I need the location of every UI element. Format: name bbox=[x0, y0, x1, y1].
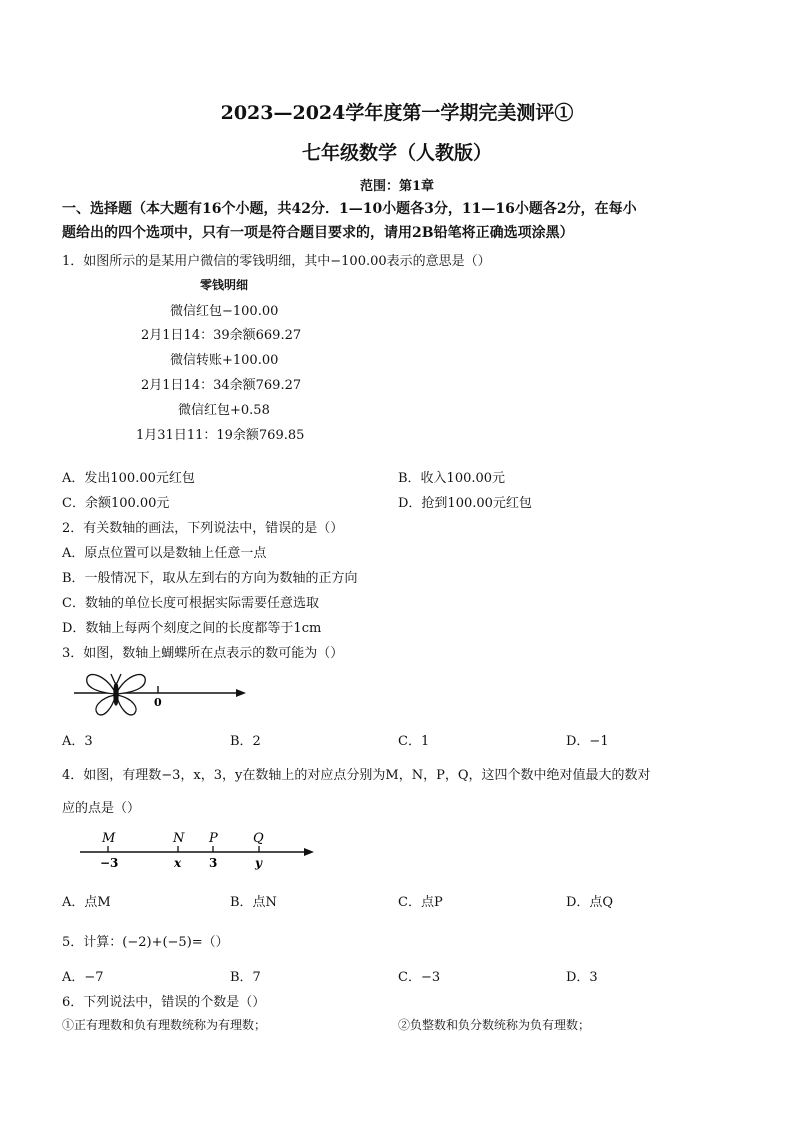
ledger-line: 微信红包−100.00 bbox=[170, 304, 279, 319]
point-p-value: 3 bbox=[209, 856, 218, 870]
axis-arrow-icon bbox=[236, 689, 246, 697]
ledger-title: 零钱明细 bbox=[200, 278, 249, 292]
q4-option-c[interactable]: C．点P bbox=[398, 895, 443, 910]
axis-arrow-icon bbox=[304, 848, 314, 856]
q5-option-c[interactable]: C．−3 bbox=[398, 970, 441, 985]
q3-option-b[interactable]: B．2 bbox=[230, 734, 261, 749]
exam-subtitle: 七年级数学（人教版） bbox=[301, 142, 492, 164]
q5-option-b[interactable]: B．7 bbox=[230, 970, 261, 985]
q1-option-b[interactable]: B．收入100.00元 bbox=[398, 471, 506, 486]
q4-stem-line2: 应的点是（） bbox=[62, 801, 141, 816]
point-m-label: M bbox=[102, 831, 116, 846]
exam-title: 2023—2024学年度第一学期完美测评① bbox=[220, 102, 574, 124]
q3-option-d[interactable]: D．−1 bbox=[566, 734, 609, 749]
q3-stem: 3．如图，数轴上蝴蝶所在点表示的数可能为（） bbox=[62, 646, 344, 661]
ledger-line: 2月1日14：34余额769.27 bbox=[141, 378, 302, 393]
q2-stem: 2．有关数轴的画法，下列说法中，错误的是（） bbox=[62, 521, 344, 536]
q4-option-d[interactable]: D．点Q bbox=[566, 895, 614, 910]
point-q-value: y bbox=[255, 856, 262, 870]
q4-option-a[interactable]: A．点M bbox=[62, 895, 111, 910]
q4-stem-line1: 4．如图，有理数−3，x，3，y在数轴上的对应点分别为M，N，P，Q，这四个数中绝对值最大的数对 bbox=[62, 768, 651, 783]
q1-stem: 1．如图所示的是某用户微信的零钱明细，其中−100.00表示的意思是（） bbox=[62, 254, 491, 269]
q3-option-c[interactable]: C．1 bbox=[398, 734, 430, 749]
q3-option-a[interactable]: A．3 bbox=[62, 734, 93, 749]
q4-option-b[interactable]: B．点N bbox=[230, 895, 277, 910]
section-header-line2: 题给出的四个选项中，只有一项是符合题目要求的，请用2B铅笔将正确选项涂黑） bbox=[62, 225, 574, 241]
q2-option-a[interactable]: A．原点位置可以是数轴上任意一点 bbox=[62, 546, 267, 561]
q1-option-a[interactable]: A．发出100.00元红包 bbox=[62, 471, 195, 486]
section-header-line1: 一、选择题（本大题有16个小题，共42分．1—10小题各3分，11—16小题各2分，在每小 bbox=[62, 201, 637, 217]
q5-stem: 5．计算：(−2)+(−5)=（） bbox=[62, 935, 229, 950]
q1-option-c[interactable]: C．余额100.00元 bbox=[62, 496, 170, 511]
origin-label: 0 bbox=[154, 696, 162, 709]
q4-number-line-figure bbox=[78, 826, 318, 872]
ledger-line: 1月31日11：19余额769.85 bbox=[136, 428, 305, 443]
ledger-line: 微信转账+100.00 bbox=[170, 353, 279, 368]
ledger-line: 微信红包+0.58 bbox=[178, 403, 270, 418]
point-q-label: Q bbox=[253, 831, 264, 846]
ledger-line: 2月1日14：39余额669.27 bbox=[141, 328, 302, 343]
point-p-label: P bbox=[209, 831, 218, 846]
q6-stem: 6．下列说法中，错误的个数是（） bbox=[62, 995, 266, 1010]
q2-option-d[interactable]: D．数轴上每两个刻度之间的长度都等于1cm bbox=[62, 621, 322, 636]
q6-statement-2: ②负整数和负分数统称为负有理数； bbox=[398, 1018, 591, 1032]
butterfly-icon bbox=[87, 674, 146, 715]
point-m-value: −3 bbox=[100, 856, 119, 870]
point-n-value: x bbox=[174, 856, 182, 870]
q3-number-line-figure bbox=[70, 664, 250, 720]
point-n-label: N bbox=[173, 831, 185, 846]
q2-option-c[interactable]: C．数轴的单位长度可根据实际需要任意选取 bbox=[62, 596, 319, 611]
q1-option-d[interactable]: D．抢到100.00元红包 bbox=[398, 496, 532, 511]
q6-statement-1: ①正有理数和负有理数统称为有理数； bbox=[62, 1018, 267, 1032]
q5-option-a[interactable]: A．−7 bbox=[62, 970, 104, 985]
q5-option-d[interactable]: D．3 bbox=[566, 970, 598, 985]
q2-option-b[interactable]: B．一般情况下，取从左到右的方向为数轴的正方向 bbox=[62, 571, 358, 586]
exam-scope: 范围：第1章 bbox=[359, 179, 435, 194]
